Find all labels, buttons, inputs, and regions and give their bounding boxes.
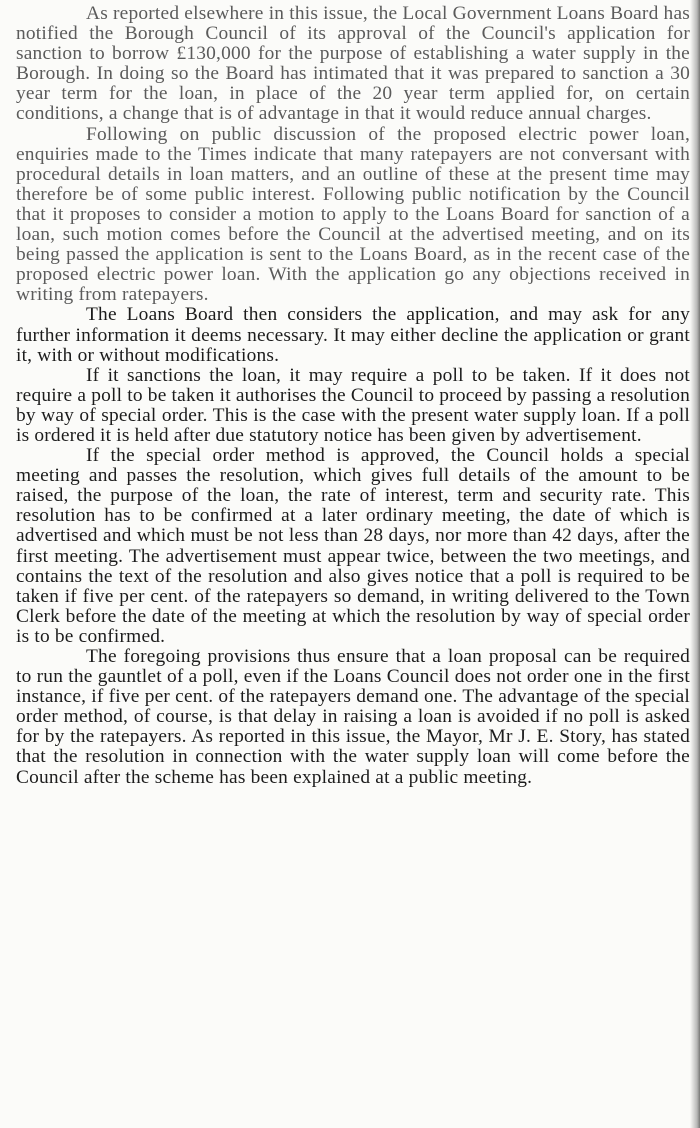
article-paragraph-2: Following on public discussion of the proposed electric power loan, enquiries made to the Times indicate that many ratepayers are not conversant with procedural details in loan matters, and an outline of these at the present time may therefore be of some public interest. Following public notification by the Council that it proposes to consider a motion to apply to the Loans Board for sanction of a loan, such motion comes before the Council at the advertised meeting, and on its being passed the application is sent to the Loans Board, as in the recent case of the proposed electric power loan. With the application go any objections received in writing from ratepayers. — [16, 123, 690, 306]
article-paragraph-1: As reported elsewhere in this issue, the Local Government Loans Board has notified the Borough Council of its approval of the Council's application for sanction to borrow £130,000 for the purpose of establishing a water supply in the Borough. In doing so the Board has intimated that it was prepared to sanction a 30 year term for the loan, in place of the 20 year term applied for, on certain conditions, a change that is of advantage in that it would reduce annual charges. — [16, 3, 690, 125]
article-column — [16, 4, 690, 788]
article-paragraph-5: If the special order method is approved, the Council holds a special meeting and passes the resolution, which gives full details of the amount to be raised, the purpose of the loan, the rate of interest, term and security rate. This resolution has to be confirmed at a later ordinary meeting, the date of which is advertised and which must be not less than 28 days, nor more than 42 days, after the first meeting. The advertisement must appear twice, between the two meetings, and contains the text of the resolution and also gives notice that a poll is required to be taken if five per cent. of the ratepayers so demand, in writing delivered to the Town Clerk before the date of the meeting at which the resolution by way of special order is to be confirmed. — [16, 445, 690, 647]
page-edge-shadow — [690, 0, 700, 1128]
article-paragraph-3: The Loans Board then considers the application, and may ask for any further information it deems necessary. It may either decline the application or grant it, with or without modifications. — [16, 304, 690, 366]
article-paragraph-4: If it sanctions the loan, it may require a poll to be taken. If it does not require a poll to be taken it authorises the Council to proceed by passing a resolution by way of special order. This is the case with the present water supply loan. If a poll is ordered it is held after due statutory notice has been given by advertisement. — [16, 364, 690, 446]
article-paragraph-6: The foregoing provisions thus ensure that a loan proposal can be required to run the gauntlet of a poll, even if the Loans Council does not order one in the first instance, if five per cent. of the ratepayers demand one. The advantage of the special order method, of course, is that delay in raising a loan is avoided if no poll is asked for by the ratepayers. As reported in this issue, the Mayor, Mr J. E. Story, has stated that the resolution in connection with the water supply loan will come before the Council after the scheme has been explained at a public meeting. — [16, 646, 690, 788]
